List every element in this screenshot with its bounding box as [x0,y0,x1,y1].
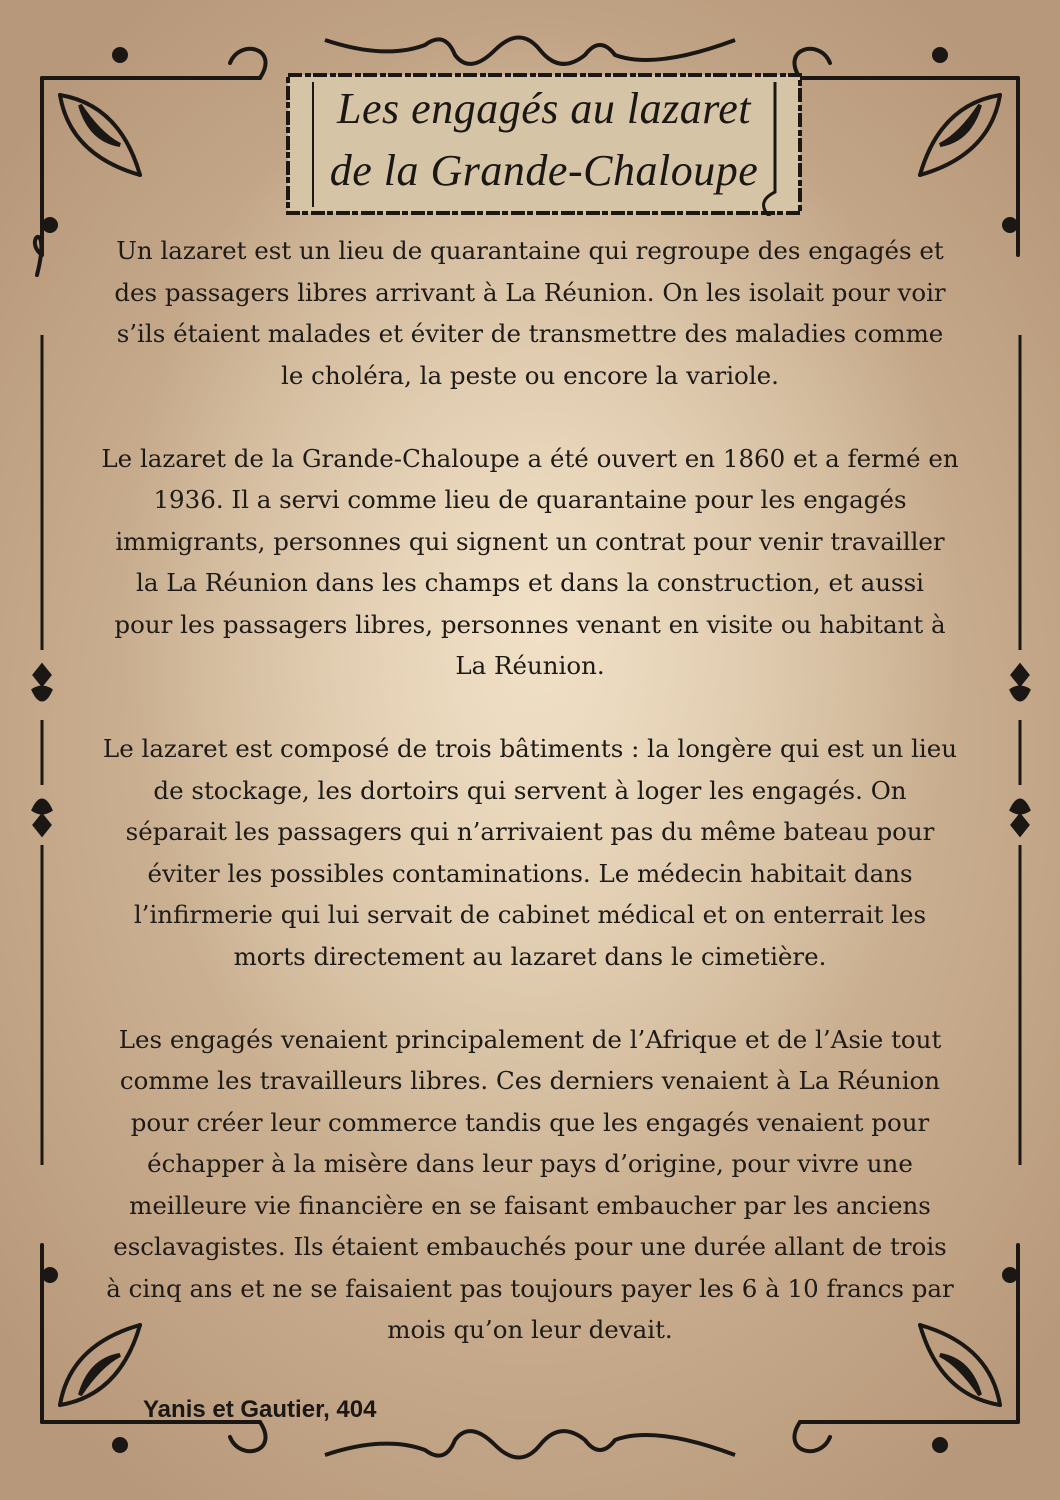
paragraph-2 [60,438,1000,687]
paragraph-4 [60,1019,1000,1351]
text-line: pour les passagers libres, personnes venant en visite ou habitant à [114,609,946,639]
article-body [60,230,1000,1392]
text-line: comme les travailleurs libres. Ces derniers venaient à La Réunion [119,1066,941,1095]
text-line: 1936. Il a servi comme lieu de quarantaine pour les engagés [153,485,907,514]
text-line: pour créer leur commerce tandis que les engagés venaient pour [130,1107,930,1137]
bottom-flourish [320,1425,740,1475]
text-line: séparait les passagers qui n’arrivaient pas du même bateau pour [125,817,935,846]
text-line: échapper à la misère dans leur pays d’origine, pour vivre une [147,1149,913,1178]
text-line: morts directement au lazaret dans le cimetière. [233,941,827,971]
text-line: immigrants, personnes qui signent un contrat pour venir travailler [115,526,945,556]
paragraph-3 [60,728,1000,977]
title-line-1: Les engagés au lazaret [337,84,751,133]
text-line: l’infirmerie qui lui servait de cabinet médical et on enterrait les [133,900,927,929]
text-line: des passagers libres arrivant à La Réunion. On les isolait pour voir [114,277,946,307]
text-line: à cinq ans et ne se faisaient pas toujours payer les 6 à 10 francs par [106,1273,954,1303]
text-line: Un lazaret est un lieu de quarantaine qui regroupe des engagés et [116,236,944,265]
text-line: Les engagés venaient principalement de l’Afrique et de l’Asie tout [118,1024,942,1054]
text-line: de stockage, les dortoirs qui servent à loger les engagés. On [153,775,907,805]
text-line: Le lazaret est composé de trois bâtiments : la longère qui est un lieu [102,734,958,763]
text-line: éviter les possibles contaminations. Le médecin habitait dans [147,858,913,888]
author-signature: Yanis et Gautier, 404 [143,1396,377,1423]
top-flourish [320,20,740,70]
text-line: mois qu’on leur devait. [387,1315,673,1344]
text-line: la La Réunion dans les champs et dans la construction, et aussi [135,568,925,597]
right-side-rule [1006,335,1034,1165]
text-line: meilleure vie financière en se faisant embaucher par les anciens [129,1190,931,1220]
text-line: La Réunion. [455,651,605,680]
text-line: esclavagistes. Ils étaient embauchés pour une durée allant de trois [113,1232,947,1261]
text-line: Le lazaret de la Grande-Chaloupe a été ouvert en 1860 et a fermé en [101,443,959,473]
paragraph-1 [60,230,1000,396]
page-title [283,78,805,202]
text-line: le choléra, la peste ou encore la variole. [281,360,779,390]
left-side-rule [28,335,56,1165]
text-line: s’ils étaient malades et éviter de transmettre des maladies comme [116,319,944,348]
title-line-2: de la Grande-Chaloupe [329,146,759,195]
